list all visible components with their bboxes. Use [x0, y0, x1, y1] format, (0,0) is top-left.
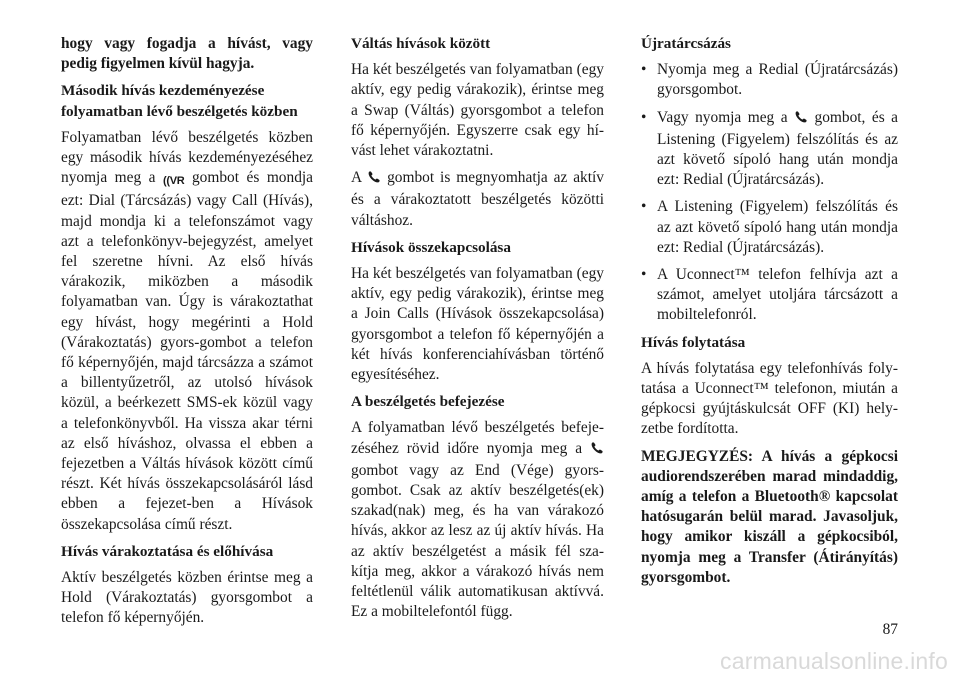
list-item: • A Uconnect™ telefon felhívja azt a számot, amelyet utoljára tárcsázott a mobiltelefonról.: [641, 265, 898, 326]
phone-icon: [794, 110, 808, 130]
paragraph-join: Ha két beszélgetés van folyamatban (egy aktív, egy pedig várakozik), érintse meg a Join Calls (Hívások összekapcsolása) gyorsgombot a telefon fő képernyőjén a két hívás konferenciahívásban történő egyesítéséhez.: [351, 265, 604, 384]
list-item: • Nyomja meg a Redial (Újratárcsázás) gyorsgombot.: [641, 60, 898, 100]
heading-switch: Váltás hívások között: [351, 35, 491, 52]
paragraph-end-a: A folyamatban lévő beszélgetés befeje-zéséhez rövid időre nyomja meg a: [351, 419, 604, 457]
heading-continue: Hívás folytatása: [641, 333, 746, 351]
paragraph-end-b: gombot vagy az End (Vége) gyors-gombot. Csak az aktív beszélgetés(ek) szakad(nak) meg, és ha van várakozó hívás, akkor az lesz az új aktív hívás. Ha az aktív beszélgetést a másik fél sza-kítja meg, akkor a várakozó hívás nem feltétlenül válik automatikusan aktívvá. Ez a mobiltelefontól függ.: [351, 461, 604, 621]
paragraph-end: [351, 418, 604, 622]
voice-command-icon: ((VR: [163, 175, 185, 188]
paragraph-hold: Aktív beszélgetés közben érintse meg a Hold (Várakoztatás) gyorsgombot a telefon fő képernyőjén.: [61, 569, 313, 627]
list-item: [641, 108, 898, 191]
heading-redial: Újratárcsázás: [641, 35, 731, 52]
heading-second-call: Második hívás kezdeményezése folyamatban lévő beszélgetés közben: [61, 82, 298, 120]
column-middle: [351, 34, 604, 629]
note-paragraph: MEGJEGYZÉS: A hívás a gépkocsi audiorendszerében marad mindaddig, amíg a telefon a Bluetooth® kapcsolat hatósugarán belül marad. Javasoljuk, hogy amikor kiszáll a gépkocsiból, nyomja meg a Transfer (Átirányítás) gyorsgombot.: [641, 447, 898, 586]
redial-list: [641, 60, 898, 325]
page-number: 87: [882, 621, 898, 638]
column-left: [61, 34, 313, 636]
phone-icon: [590, 441, 604, 461]
paragraph-second-call-a: Folyamatban lévő beszélgetés közben egy második hívás kezdeményezéséhez nyomja meg a: [61, 128, 313, 187]
heading-join: Hívások összekapcsolása: [351, 238, 511, 256]
paragraph-switch-phone-a: A: [351, 169, 362, 187]
paragraph-switch-phone-b: gombot is megnyomhatja az aktív és a várakoztatott beszélgetés közötti váltáshoz.: [351, 169, 604, 229]
paragraph-continue: A hívás folytatása egy telefonhívás foly-tatása a Uconnect™ telefonon, miután a gépkocsi gyújtáskulcsát OFF (KI) hely-zetbe fordította.: [641, 359, 898, 438]
paragraph-second-call-b: gombot és mondja ezt: Dial (Tárcsázás) vagy Call (Hívás), majd mondja ki a telefonszámot vagy azt a telefonkönyv-bejegyzést, amelyet fel szeretne hívni. Az első hívás várakozik, miközben a második folyamatban van. Úgy is várakoztathat egy hívást, hogy megérinti a Hold (Várakoztatás) gyors-gombot a telefon fő képernyőjén, majd tárcsázza a számot a billentyűzetről, az utolsó hívások közül, a beérkezett SMS-ek közül vagy a telefonkönyvből. Ha vissza akar térni az első híváshoz, olvassa el ebben a fejezetben a Váltás hívások között című részt. Két hívás összekapcsolásáról lásd ebben a fejezet-ben a Hívások összekapcsolása című részt.: [61, 169, 313, 533]
watermark: carmanualsonline.info: [720, 648, 948, 674]
heading-hold: Hívás várakoztatása és előhívása: [61, 542, 274, 560]
phone-icon: [367, 170, 381, 190]
paragraph-switch-phone: [351, 168, 604, 231]
paragraph-second-call: [61, 128, 313, 535]
lead-paragraph: hogy vagy fogadja a hívást, vagy pedig figyelmen kívül hagyja.: [61, 35, 313, 73]
column-right: [641, 34, 898, 588]
paragraph-switch: Ha két beszélgetés van folyamatban (egy aktív, egy pedig várakozik), érintse meg a Swap (Váltás) gyorsgombot a telefon fő képernyőjén. Egyszerre csak egy hí-vást lehet várakoztatni.: [351, 61, 604, 160]
heading-end: A beszélgetés befejezése: [351, 393, 505, 411]
list-item-text-a: Vagy nyomja meg a: [657, 108, 788, 126]
list-item-text-b: gombot, és a Listening (Figyelem) felszólítás és az azt követő sípoló hang után mondja ezt: Redial (Újratárcsázás).: [657, 108, 898, 189]
list-item: • A Listening (Figyelem) felszólítás és az azt követő sípoló hang után mondja ezt: Redial (Újratárcsázás).: [641, 197, 898, 258]
